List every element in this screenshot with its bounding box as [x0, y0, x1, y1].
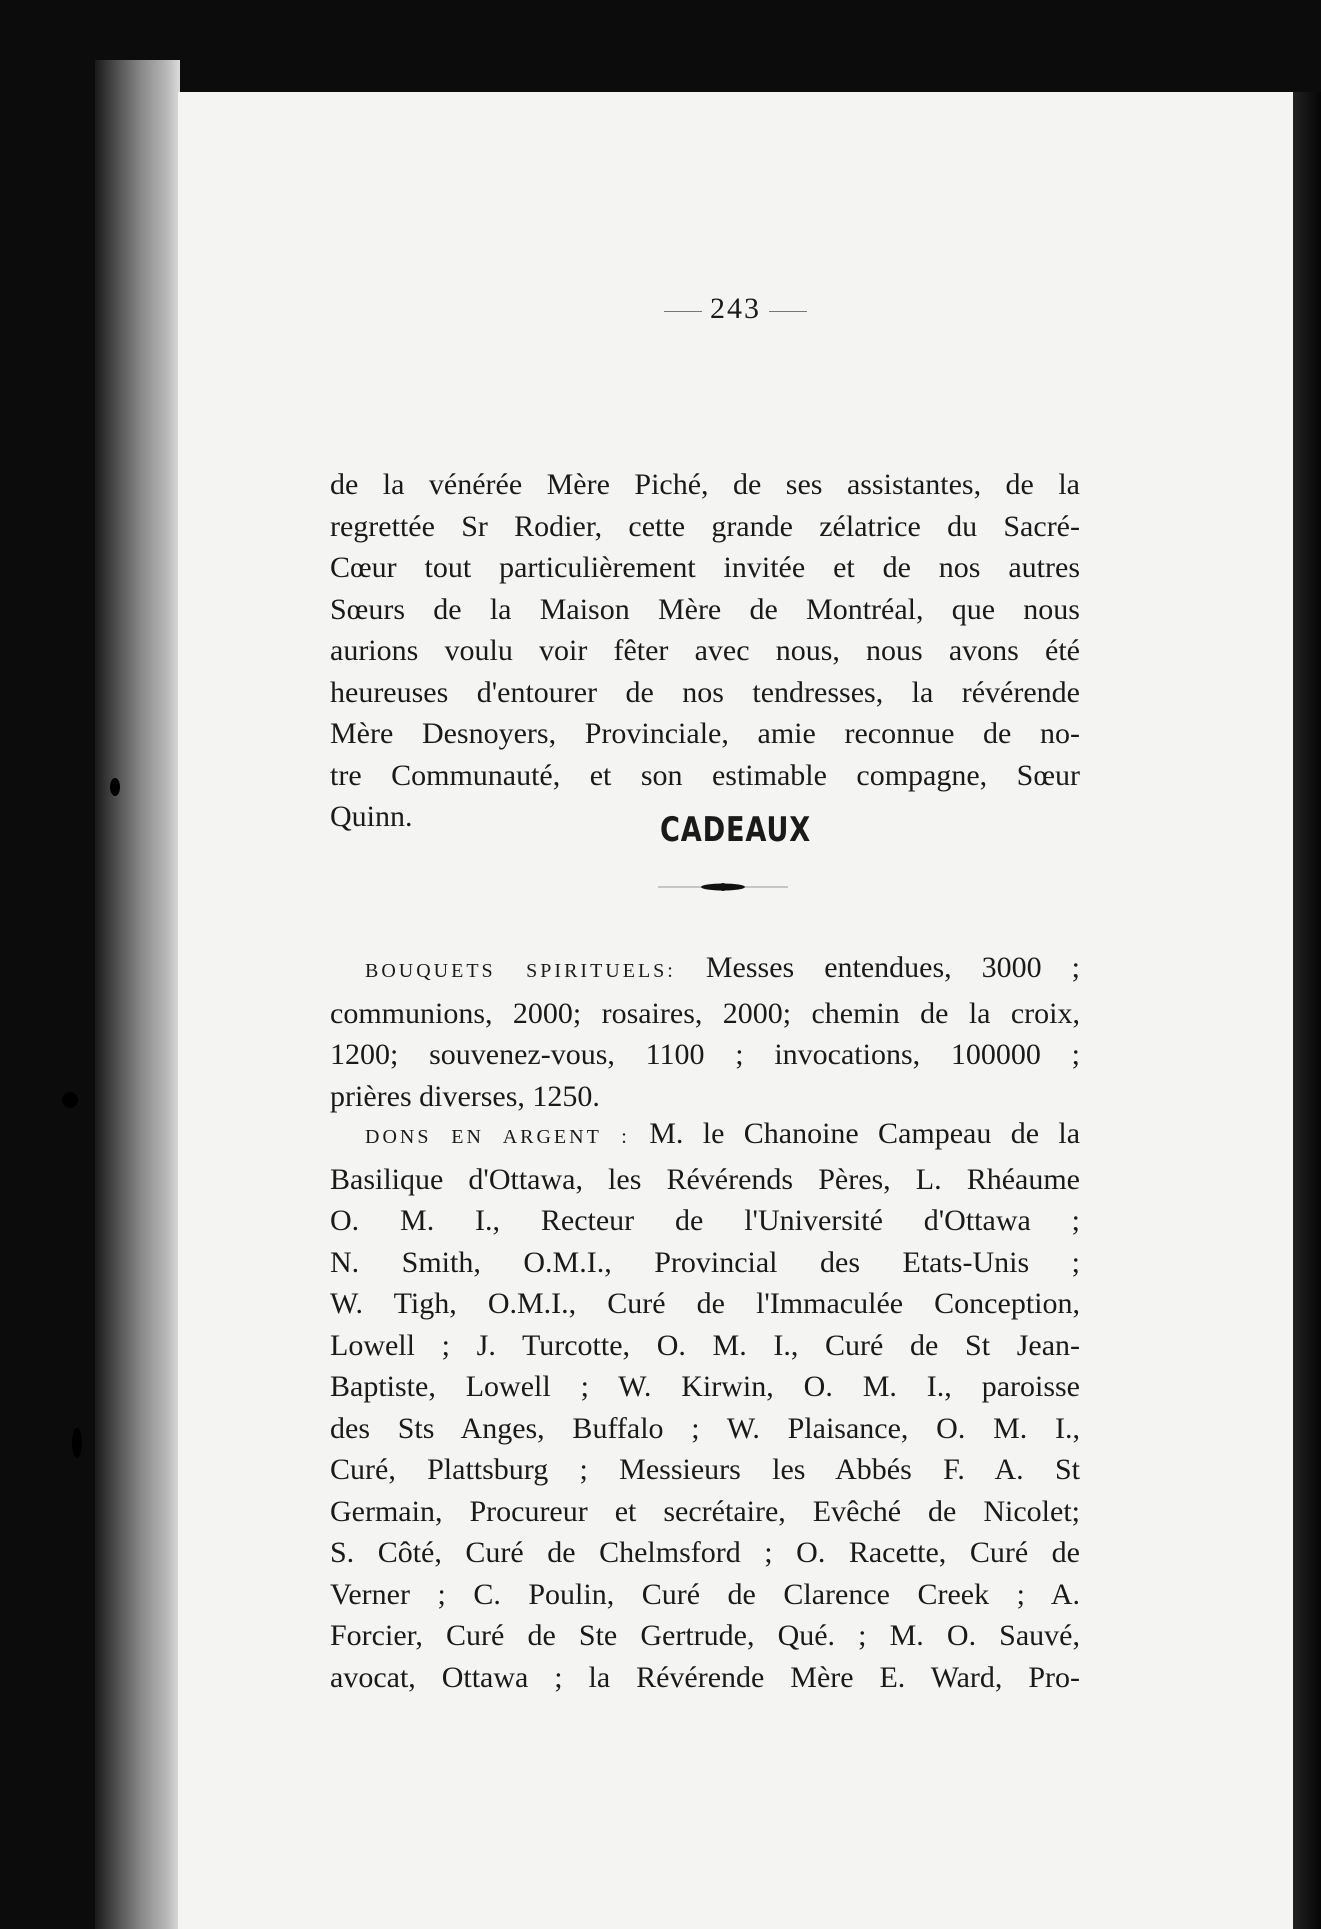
- text-line: S. Côté, Curé de Chelmsford ; O. Racette, Curé de: [330, 1536, 1080, 1569]
- text-line: tre Communauté, et son estimable compagne, Sœur: [330, 758, 1080, 792]
- text-line: Verner ; C. Poulin, Curé de Clarence Creek ; A.: [330, 1577, 1080, 1611]
- text-line: [330, 1113, 1080, 1159]
- bouquets-paragraph: [330, 947, 1080, 1117]
- text-line: O. M. I., Recteur de l'Université d'Ottawa ;: [330, 1204, 1080, 1237]
- text-line: prières diverses, 1250.: [330, 1079, 600, 1113]
- scan-speck: [110, 778, 120, 796]
- text-line: heureuses d'entourer de nos tendresses, la révérende: [330, 675, 1080, 709]
- text-line: Forcier, Curé de Ste Gertrude, Qué. ; M. O. Sauvé,: [330, 1619, 1080, 1652]
- text-line: Sœurs de la Maison Mère de Montréal, que nous: [330, 592, 1080, 626]
- text-line: N. Smith, O.M.I., Provincial des Etats-Unis ;: [330, 1245, 1080, 1279]
- dons-paragraph: [330, 1113, 1080, 1698]
- book-page: [178, 92, 1293, 1929]
- text-line: W. Tigh, O.M.I., Curé de l'Immaculée Conception,: [330, 1287, 1080, 1320]
- bouquets-first-line: Messes entendues, 3000 ;: [705, 951, 1081, 984]
- opening-paragraph: [330, 464, 1080, 838]
- text-line: Baptiste, Lowell ; W. Kirwin, O. M. I., paroisse: [330, 1370, 1080, 1403]
- text-line: de la vénérée Mère Piché, de ses assistantes, de la: [330, 468, 1080, 501]
- text-line: avocat, Ottawa ; la Révérende Mère E. Ward, Pro-: [330, 1660, 1080, 1694]
- scan-left-edge: [95, 60, 180, 1929]
- text-line: regrettée Sr Rodier, cette grande zélatrice du Sacré-: [330, 509, 1080, 543]
- dons-first-line: M. le Chanoine Campeau de la: [649, 1117, 1081, 1150]
- text-line: Germain, Procureur et secrétaire, Evêché de Nicolet;: [330, 1494, 1080, 1528]
- page-number: 243: [178, 292, 1293, 326]
- text-line: Basilique d'Ottawa, les Révérends Pères, L. Rhéaume: [330, 1162, 1080, 1196]
- bouquets-label: BOUQUETS SPIRITUELS:: [365, 960, 676, 982]
- dons-label: DONS EN ARGENT :: [365, 1126, 630, 1148]
- text-line: des Sts Anges, Buffalo ; W. Plaisance, O. M. I.,: [330, 1411, 1080, 1445]
- text-line: aurions voulu voir fêter avec nous, nous avons été: [330, 634, 1080, 667]
- text-line: Curé, Plattsburg ; Messieurs les Abbés F. A. St: [330, 1453, 1080, 1486]
- text-line: Mère Desnoyers, Provinciale, amie reconnue de no-: [330, 717, 1080, 750]
- text-line: Quinn.: [330, 800, 413, 833]
- text-line: [330, 947, 1080, 993]
- text-line: communions, 2000; rosaires, 2000; chemin de la croix,: [330, 996, 1080, 1030]
- section-heading: CADEAUX: [659, 810, 812, 850]
- text-line: Lowell ; J. Turcotte, O. M. I., Curé de St Jean-: [330, 1328, 1080, 1362]
- scan-right-edge: [1293, 92, 1321, 1929]
- ornament-divider: [658, 880, 788, 894]
- scan-speck: [62, 1092, 78, 1108]
- text-line: Cœur tout particulièrement invitée et de nos autres: [330, 551, 1080, 584]
- scan-speck: [72, 1428, 82, 1458]
- text-line: 1200; souvenez-vous, 1100 ; invocations, 100000 ;: [330, 1038, 1080, 1071]
